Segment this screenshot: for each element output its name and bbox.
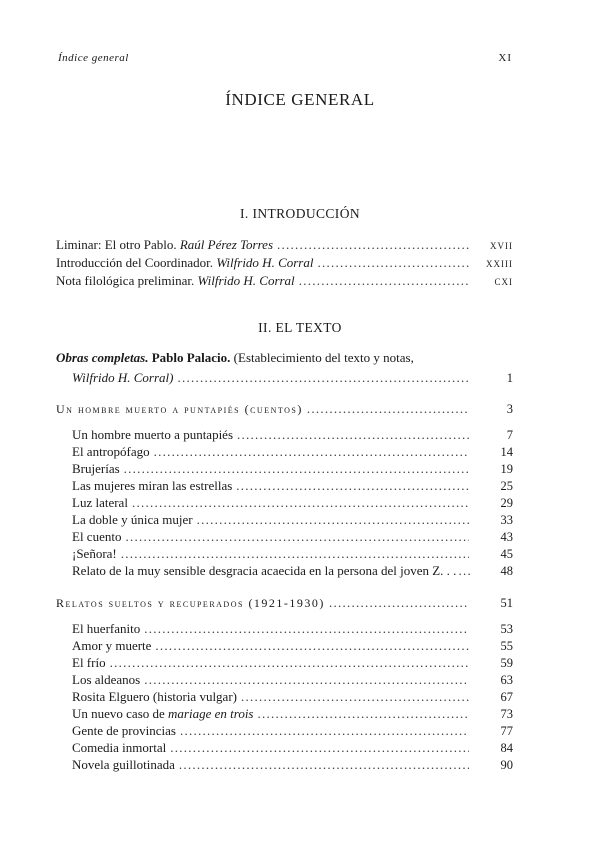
toc-entry-label: El huerfanito <box>72 621 141 636</box>
toc-entry-label: Amor y muerte <box>72 638 152 653</box>
toc-entry-label: Un hombre muerto a puntapiés <box>72 427 234 442</box>
toc-entry-page: 53 <box>500 622 513 636</box>
toc-entry[interactable] <box>72 477 513 494</box>
toc-entry-page: CXI <box>494 277 513 287</box>
toc-entry-obras-completas[interactable] <box>72 369 513 386</box>
toc-entry-label: El antropófago <box>72 444 150 459</box>
toc-entry[interactable] <box>72 620 513 637</box>
toc-entry[interactable] <box>72 511 513 528</box>
toc-entry[interactable] <box>72 426 513 443</box>
toc-entry-page: 43 <box>500 530 513 544</box>
leader-dots <box>329 594 469 611</box>
toc-entry-label: El cuento <box>72 529 122 544</box>
toc-entry-page: 63 <box>500 673 513 687</box>
leader-dots <box>155 637 469 654</box>
leader-dots <box>144 671 469 688</box>
toc-entry-label: ¡Señora! <box>72 546 117 561</box>
leader-dots <box>121 545 469 562</box>
toc-entry[interactable] <box>72 671 513 688</box>
section-heading-introduccion: I. INTRODUCCIÓN <box>240 206 360 221</box>
leader-dots <box>179 756 469 773</box>
toc-entry-label: Los aldeanos <box>72 672 141 687</box>
leader-dots <box>458 562 471 579</box>
toc-entry-label: Wilfrido H. Corral) <box>72 370 174 385</box>
toc-group-heading[interactable] <box>56 594 513 611</box>
toc-entry[interactable] <box>72 528 513 545</box>
toc-entry-page: 77 <box>500 724 513 738</box>
obras-author: Pablo Palacio. <box>151 350 231 365</box>
toc-entry-label: Relato de la muy sensible desgracia acaecida en la persona del joven Z. . . <box>72 563 457 578</box>
leader-dots <box>170 739 469 756</box>
leader-dots <box>258 705 470 722</box>
toc-entry-label: Rosita Elguero (historia vulgar) <box>72 689 237 704</box>
toc-entry-label: Un nuevo caso de mariage en trois <box>72 706 254 721</box>
toc-entry-label: Las mujeres miran las estrellas <box>72 478 233 493</box>
toc-entry-page: 67 <box>500 690 513 704</box>
toc-entry-label: Gente de provincias <box>72 723 176 738</box>
toc-group-heading[interactable] <box>56 400 513 417</box>
toc-entry-page: 59 <box>500 656 513 670</box>
leader-dots <box>124 460 469 477</box>
leader-dots <box>197 511 469 528</box>
toc-entry-page: 73 <box>500 707 513 721</box>
leader-dots <box>307 400 469 417</box>
obras-completas-line <box>56 349 513 366</box>
obras-note: (Establecimiento del texto y notas, <box>230 350 414 365</box>
toc-entry-page: 3 <box>506 402 513 416</box>
toc-entry-label: El frío <box>72 655 106 670</box>
leader-dots <box>299 272 469 289</box>
toc-entry-page: 55 <box>500 639 513 653</box>
toc-entry[interactable] <box>72 756 513 773</box>
toc-entry[interactable] <box>72 637 513 654</box>
toc-entry-label: Liminar: El otro Pablo. Raúl Pérez Torres <box>56 237 274 252</box>
toc-entry-page: XVII <box>490 241 513 251</box>
toc-entry[interactable] <box>72 545 513 562</box>
toc-entry-page: 45 <box>500 547 513 561</box>
toc-entry-page: 33 <box>500 513 513 527</box>
toc-entry-page: 25 <box>500 479 513 493</box>
toc-entry-page: 1 <box>506 371 513 385</box>
toc-entry[interactable] <box>72 722 513 739</box>
leader-dots <box>178 369 470 386</box>
toc-entry[interactable] <box>72 654 513 671</box>
toc-entry[interactable] <box>72 460 513 477</box>
toc-entry-label: Comedia inmortal <box>72 740 167 755</box>
toc-entry[interactable] <box>72 443 513 460</box>
toc-entry-label: Introducción del Coordinador. Wilfrido H. Corral <box>56 255 314 270</box>
page-title: ÍNDICE GENERAL <box>225 90 375 109</box>
leader-dots <box>277 236 469 253</box>
leader-dots <box>317 254 469 271</box>
obras-title: Obras completas. <box>56 350 149 365</box>
toc-entry-page: 84 <box>500 741 513 755</box>
leader-dots <box>237 426 469 443</box>
toc-entry[interactable] <box>72 739 513 756</box>
leader-dots <box>236 477 469 494</box>
leader-dots <box>154 443 469 460</box>
toc-entry-page: 7 <box>506 428 513 442</box>
toc-entry-label: Novela guillotinada <box>72 757 175 772</box>
toc-entry[interactable] <box>72 562 513 579</box>
toc-entry-page: 14 <box>500 445 513 459</box>
leader-dots <box>132 494 469 511</box>
leader-dots <box>125 528 469 545</box>
section-heading-el-texto: II. EL TEXTO <box>258 320 342 335</box>
toc-entry-page: 90 <box>500 758 513 772</box>
toc-entry[interactable] <box>72 705 513 722</box>
leader-dots <box>144 620 469 637</box>
running-head-title: Índice general <box>58 52 129 64</box>
leader-dots <box>180 722 469 739</box>
toc-entry-page: 29 <box>500 496 513 510</box>
leader-dots <box>110 654 469 671</box>
running-head-page-number: XI <box>498 52 512 64</box>
toc-entry-label: La doble y única mujer <box>72 512 193 527</box>
leader-dots <box>241 688 469 705</box>
toc-entry-page: 19 <box>500 462 513 476</box>
toc-entry[interactable] <box>72 688 513 705</box>
toc-entry[interactable] <box>72 494 513 511</box>
toc-entry[interactable] <box>56 236 513 253</box>
toc-entry-page: 51 <box>500 596 513 610</box>
toc-entry-label: Brujerías <box>72 461 120 476</box>
toc-entry[interactable] <box>56 254 513 271</box>
toc-entry[interactable] <box>56 272 513 289</box>
toc-entry-page: XXIII <box>486 259 513 269</box>
toc-group-label: Un hombre muerto a puntapiés (cuentos) <box>56 402 303 416</box>
toc-entry-label: Luz lateral <box>72 495 128 510</box>
toc-group-label: Relatos sueltos y recuperados (1921-1930) <box>56 596 325 610</box>
toc-entry-page: 48 <box>500 564 513 578</box>
toc-entry-label: Nota filológica preliminar. Wilfrido H. Corral <box>56 273 295 288</box>
